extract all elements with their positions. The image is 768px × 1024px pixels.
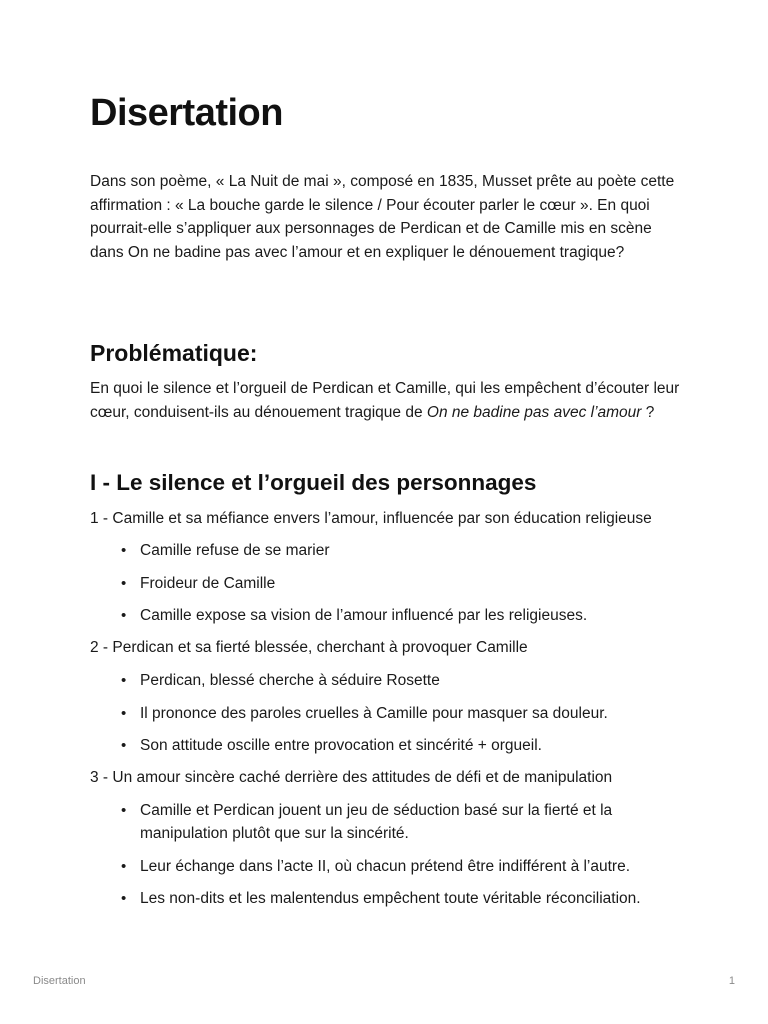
- bullet-list: [90, 539, 680, 637]
- list-item: • Les non-dits et les malentendus empêchent toute véritable réconciliation.: [90, 887, 680, 910]
- problematique-text: En quoi le silence et l’orgueil de Perdican et Camille, qui les empêchent d’écouter leur cœur, conduisent-ils au dénouement tragique de: [90, 380, 680, 421]
- problematique-italic-title: On ne badine pas avec l’amour: [426, 403, 642, 421]
- bullet-list: [90, 669, 680, 767]
- list-item: • Son attitude oscille entre provocation et sincérité + orgueil.: [90, 734, 680, 757]
- bullet-list: [90, 799, 680, 920]
- problematique-paragraph: [90, 377, 680, 424]
- problematique-heading: Problématique:: [90, 340, 258, 366]
- list-item: • Froideur de Camille: [90, 572, 680, 595]
- subsection-title: 2 - Perdican et sa fierté blessée, cherchant à provoquer Camille: [90, 639, 528, 656]
- list-item: • Camille et Perdican jouent un jeu de séduction basé sur la fierté et la manipulation plutôt que sur la sincérité.: [90, 799, 680, 845]
- list-item: • Leur échange dans l’acte II, où chacun prétend être indifférent à l’autre.: [90, 855, 680, 878]
- list-item: • Camille expose sa vision de l’amour influencé par les religieuses.: [90, 604, 680, 627]
- list-item: • Camille refuse de se marier: [90, 539, 680, 562]
- subsection-title: 1 - Camille et sa méfiance envers l’amour, influencée par son éducation religieuse: [90, 510, 652, 527]
- footer-label: Disertation: [33, 975, 86, 987]
- problematique-text-end: ?: [641, 403, 655, 421]
- list-item: • Il prononce des paroles cruelles à Camille pour masquer sa douleur.: [90, 702, 680, 725]
- subsection-title: 3 - Un amour sincère caché derrière des attitudes de défi et de manipulation: [90, 769, 613, 786]
- page-title: Disertation: [90, 92, 283, 134]
- intro-paragraph: Dans son poème, « La Nuit de mai », composé en 1835, Musset prête au poète cette affirmation : « La bouche garde le silence / Pour écouter parler le cœur ». En quoi pourrait-elle s’appliquer aux personnages de Perdican et de Camille mis en scène dans On ne badine pas avec l’amour et en expliquer le dénouement tragique?: [90, 173, 675, 261]
- list-item: • Perdican, blessé cherche à séduire Rosette: [90, 669, 680, 692]
- page-number: 1: [728, 975, 735, 987]
- section-heading: I - Le silence et l’orgueil des personnages: [90, 470, 537, 495]
